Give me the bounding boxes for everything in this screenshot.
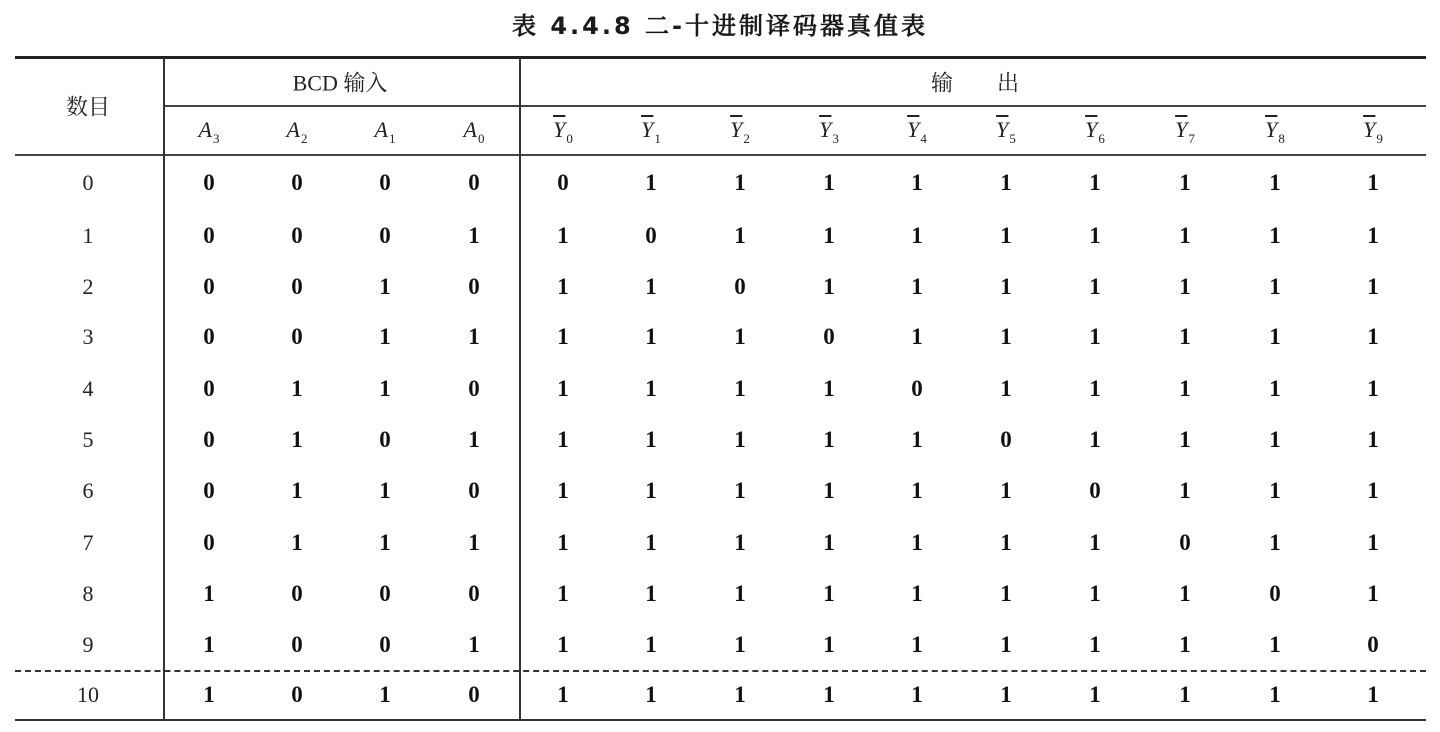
output-bit: 1 xyxy=(1367,223,1379,248)
output-bit: 1 xyxy=(557,478,569,503)
input-bit: 0 xyxy=(468,376,480,401)
output-bit: 1 xyxy=(1269,682,1281,707)
output-bit: 1 xyxy=(1089,682,1101,707)
header-output-y6-bar xyxy=(1085,117,1105,147)
input-bit: 0 xyxy=(291,324,303,349)
input-bit: 1 xyxy=(291,376,303,401)
number-column-divider xyxy=(163,58,165,720)
var-name-overline: $\overline{Y}$ xyxy=(1265,117,1278,142)
output-bit: 1 xyxy=(1000,530,1012,555)
output-bit: 1 xyxy=(1269,632,1281,657)
output-bit: 1 xyxy=(734,427,746,452)
row-number: 2 xyxy=(82,274,94,299)
output-bit: 1 xyxy=(911,581,923,606)
var-name-overline: $\overline{Y}$ xyxy=(1175,117,1188,142)
output-bit: 1 xyxy=(1179,682,1191,707)
output-bit: 1 xyxy=(1179,632,1191,657)
output-bit: 0 xyxy=(1367,632,1379,657)
output-bit: 1 xyxy=(823,478,835,503)
output-bit: 0 xyxy=(1269,581,1281,606)
var-subscript: 1 xyxy=(388,131,396,146)
header-output-y8-bar xyxy=(1265,117,1285,147)
output-bit: 1 xyxy=(557,274,569,299)
header-output: 输 出 xyxy=(930,71,1020,97)
var-name-overline: $\overline{Y}$ xyxy=(730,117,743,142)
output-bit: 1 xyxy=(1269,478,1281,503)
header-output-y7-bar xyxy=(1175,117,1195,147)
input-bit: 1 xyxy=(468,324,480,349)
header-bcd-input-label: BCD 输入 xyxy=(292,70,388,96)
output-bit: 1 xyxy=(734,581,746,606)
header-output-y2-bar xyxy=(730,117,750,147)
output-bit: 1 xyxy=(734,530,746,555)
header-input-a2 xyxy=(287,117,308,147)
output-bit: 1 xyxy=(1269,530,1281,555)
output-bit: 0 xyxy=(1179,530,1191,555)
output-bit: 1 xyxy=(1367,324,1379,349)
input-bit: 0 xyxy=(379,170,391,195)
row-number: 4 xyxy=(82,376,94,401)
output-bit: 1 xyxy=(557,376,569,401)
input-bit: 1 xyxy=(379,274,391,299)
header-output-y1-bar xyxy=(641,117,661,147)
output-bit: 0 xyxy=(645,223,657,248)
var-subscript: 3 xyxy=(832,131,839,146)
input-bit: 1 xyxy=(379,682,391,707)
top-rule xyxy=(15,56,1426,59)
var-name: A xyxy=(374,117,388,142)
input-bit: 1 xyxy=(291,478,303,503)
header-input-a3 xyxy=(199,117,220,147)
output-bit: 1 xyxy=(734,376,746,401)
output-bit: 1 xyxy=(823,223,835,248)
input-bit: 0 xyxy=(379,427,391,452)
separator-dashed-rule xyxy=(15,670,1426,672)
output-bit: 1 xyxy=(1269,274,1281,299)
output-bit: 0 xyxy=(557,170,569,195)
input-bit: 0 xyxy=(468,478,480,503)
header-input-a1 xyxy=(375,117,396,147)
var-subscript: 0 xyxy=(566,131,573,146)
var-name-overline: $\overline{Y}$ xyxy=(996,117,1009,142)
output-bit: 1 xyxy=(734,632,746,657)
var-name: A xyxy=(463,117,477,142)
input-bit: 0 xyxy=(203,376,215,401)
input-bit: 0 xyxy=(203,530,215,555)
output-bit: 1 xyxy=(911,632,923,657)
output-bit: 1 xyxy=(1000,632,1012,657)
input-bit: 1 xyxy=(291,427,303,452)
output-bit: 1 xyxy=(1179,274,1191,299)
output-bit: 1 xyxy=(557,530,569,555)
output-bit: 1 xyxy=(645,682,657,707)
output-bit: 1 xyxy=(1000,478,1012,503)
output-bit: 1 xyxy=(1000,170,1012,195)
input-bit: 1 xyxy=(203,632,215,657)
output-bit: 1 xyxy=(645,632,657,657)
output-bit: 1 xyxy=(823,530,835,555)
output-bit: 1 xyxy=(645,581,657,606)
output-bit: 1 xyxy=(645,376,657,401)
output-bit: 1 xyxy=(645,530,657,555)
input-bit: 1 xyxy=(468,427,480,452)
output-bit: 1 xyxy=(1089,324,1101,349)
output-bit: 0 xyxy=(1000,427,1012,452)
output-bit: 1 xyxy=(911,682,923,707)
bottom-rule xyxy=(15,719,1426,721)
output-bit: 1 xyxy=(1000,324,1012,349)
header-bcd-input xyxy=(293,67,388,98)
input-bit: 1 xyxy=(203,682,215,707)
input-bit: 1 xyxy=(468,632,480,657)
input-bit: 0 xyxy=(468,274,480,299)
input-bit: 1 xyxy=(379,324,391,349)
var-subscript: 5 xyxy=(1009,131,1016,146)
var-name-overline: $\overline{Y}$ xyxy=(907,117,920,142)
output-bit: 1 xyxy=(911,170,923,195)
output-bit: 1 xyxy=(1179,324,1191,349)
row-number: 0 xyxy=(82,170,94,195)
output-bit: 1 xyxy=(911,223,923,248)
output-bit: 1 xyxy=(823,170,835,195)
output-bit: 1 xyxy=(1367,478,1379,503)
output-bit: 1 xyxy=(911,478,923,503)
output-bit: 1 xyxy=(1089,274,1101,299)
group-header-divider xyxy=(163,105,1426,107)
output-bit: 0 xyxy=(1089,478,1101,503)
var-subscript: 9 xyxy=(1376,131,1383,146)
header-output-y0-bar xyxy=(553,117,573,147)
output-bit: 1 xyxy=(1367,530,1379,555)
output-bit: 1 xyxy=(1367,170,1379,195)
output-bit: 1 xyxy=(557,581,569,606)
output-bit: 1 xyxy=(1367,274,1379,299)
header-output-y4-bar xyxy=(907,117,927,147)
input-bit: 1 xyxy=(379,376,391,401)
input-bit: 0 xyxy=(291,632,303,657)
var-name-overline: $\overline{Y}$ xyxy=(1085,117,1098,142)
var-subscript: 2 xyxy=(743,131,750,146)
output-bit: 1 xyxy=(557,682,569,707)
input-bit: 0 xyxy=(468,581,480,606)
header-number: 数目 xyxy=(65,95,111,121)
output-bit: 1 xyxy=(911,324,923,349)
var-name: A xyxy=(198,117,212,142)
output-bit: 1 xyxy=(557,632,569,657)
output-bit: 1 xyxy=(557,427,569,452)
input-bit: 0 xyxy=(203,223,215,248)
input-bit: 0 xyxy=(468,682,480,707)
output-bit: 1 xyxy=(1367,682,1379,707)
output-bit: 1 xyxy=(1089,170,1101,195)
output-bit: 1 xyxy=(1367,581,1379,606)
row-number: 1 xyxy=(82,223,94,248)
input-bit: 0 xyxy=(203,324,215,349)
var-subscript: 4 xyxy=(920,131,927,146)
output-bit: 1 xyxy=(734,170,746,195)
input-bit: 0 xyxy=(203,274,215,299)
output-bit: 1 xyxy=(823,376,835,401)
row-number: 3 xyxy=(82,324,94,349)
output-bit: 1 xyxy=(557,324,569,349)
input-bit: 0 xyxy=(291,223,303,248)
output-bit: 1 xyxy=(1179,376,1191,401)
output-bit: 1 xyxy=(823,427,835,452)
row-number: 8 xyxy=(82,581,94,606)
header-bottom-rule xyxy=(15,154,1426,156)
input-bit: 0 xyxy=(291,274,303,299)
input-bit: 0 xyxy=(203,427,215,452)
var-name: A xyxy=(286,117,300,142)
input-output-divider xyxy=(519,58,521,720)
input-bit: 1 xyxy=(379,478,391,503)
output-bit: 1 xyxy=(734,324,746,349)
input-bit: 0 xyxy=(468,170,480,195)
input-bit: 0 xyxy=(291,682,303,707)
row-number: 6 xyxy=(82,478,94,503)
output-bit: 1 xyxy=(1000,274,1012,299)
output-bit: 1 xyxy=(1089,427,1101,452)
output-bit: 1 xyxy=(911,530,923,555)
var-name-overline: $\overline{Y}$ xyxy=(1363,117,1376,142)
input-bit: 0 xyxy=(379,632,391,657)
output-bit: 1 xyxy=(1089,632,1101,657)
row-number: 9 xyxy=(82,632,94,657)
output-bit: 1 xyxy=(645,324,657,349)
var-name-overline: $\overline{Y}$ xyxy=(819,117,832,142)
header-output-y5-bar xyxy=(996,117,1016,147)
table-title: 表 4.4.8 二-十进制译码器真值表 xyxy=(511,12,928,40)
output-bit: 1 xyxy=(1269,170,1281,195)
output-bit: 1 xyxy=(823,274,835,299)
output-bit: 1 xyxy=(1179,223,1191,248)
var-subscript: 0 xyxy=(477,131,485,146)
output-bit: 1 xyxy=(1000,682,1012,707)
var-name-overline: $\overline{Y}$ xyxy=(641,117,654,142)
output-bit: 1 xyxy=(645,478,657,503)
output-bit: 1 xyxy=(734,223,746,248)
var-name-overline: $\overline{Y}$ xyxy=(553,117,566,142)
var-subscript: 2 xyxy=(300,131,308,146)
output-bit: 1 xyxy=(1089,581,1101,606)
output-bit: 1 xyxy=(1089,376,1101,401)
output-bit: 0 xyxy=(823,324,835,349)
input-bit: 0 xyxy=(379,581,391,606)
header-output-y9-bar xyxy=(1363,117,1383,147)
output-bit: 1 xyxy=(1269,376,1281,401)
input-bit: 1 xyxy=(203,581,215,606)
input-bit: 0 xyxy=(291,581,303,606)
input-bit: 1 xyxy=(379,530,391,555)
output-bit: 1 xyxy=(911,427,923,452)
output-bit: 1 xyxy=(1179,581,1191,606)
output-bit: 1 xyxy=(823,632,835,657)
output-bit: 0 xyxy=(734,274,746,299)
input-bit: 0 xyxy=(291,170,303,195)
output-bit: 1 xyxy=(1179,170,1191,195)
output-bit: 1 xyxy=(1269,223,1281,248)
input-bit: 0 xyxy=(203,478,215,503)
header-input-a0 xyxy=(464,117,485,147)
row-number: 5 xyxy=(82,427,94,452)
input-bit: 0 xyxy=(203,170,215,195)
output-bit: 1 xyxy=(1000,376,1012,401)
output-bit: 1 xyxy=(823,581,835,606)
output-bit: 1 xyxy=(1367,427,1379,452)
output-bit: 1 xyxy=(1269,427,1281,452)
header-output-y3-bar xyxy=(819,117,839,147)
output-bit: 1 xyxy=(1089,530,1101,555)
var-subscript: 3 xyxy=(212,131,220,146)
input-bit: 1 xyxy=(468,530,480,555)
output-bit: 1 xyxy=(1179,427,1191,452)
output-bit: 1 xyxy=(734,682,746,707)
var-subscript: 7 xyxy=(1188,131,1195,146)
input-bit: 1 xyxy=(468,223,480,248)
output-bit: 1 xyxy=(645,274,657,299)
input-bit: 0 xyxy=(379,223,391,248)
output-bit: 1 xyxy=(1367,376,1379,401)
output-bit: 1 xyxy=(557,223,569,248)
output-bit: 1 xyxy=(1269,324,1281,349)
output-bit: 1 xyxy=(1000,581,1012,606)
output-bit: 0 xyxy=(911,376,923,401)
output-bit: 1 xyxy=(1000,223,1012,248)
output-bit: 1 xyxy=(645,427,657,452)
output-bit: 1 xyxy=(823,682,835,707)
output-bit: 1 xyxy=(645,170,657,195)
var-subscript: 1 xyxy=(654,131,661,146)
output-bit: 1 xyxy=(1179,478,1191,503)
output-bit: 1 xyxy=(734,478,746,503)
input-bit: 1 xyxy=(291,530,303,555)
output-bit: 1 xyxy=(911,274,923,299)
row-number: 7 xyxy=(82,530,94,555)
row-number: 10 xyxy=(77,682,99,707)
output-bit: 1 xyxy=(1089,223,1101,248)
var-subscript: 8 xyxy=(1278,131,1285,146)
var-subscript: 6 xyxy=(1098,131,1105,146)
